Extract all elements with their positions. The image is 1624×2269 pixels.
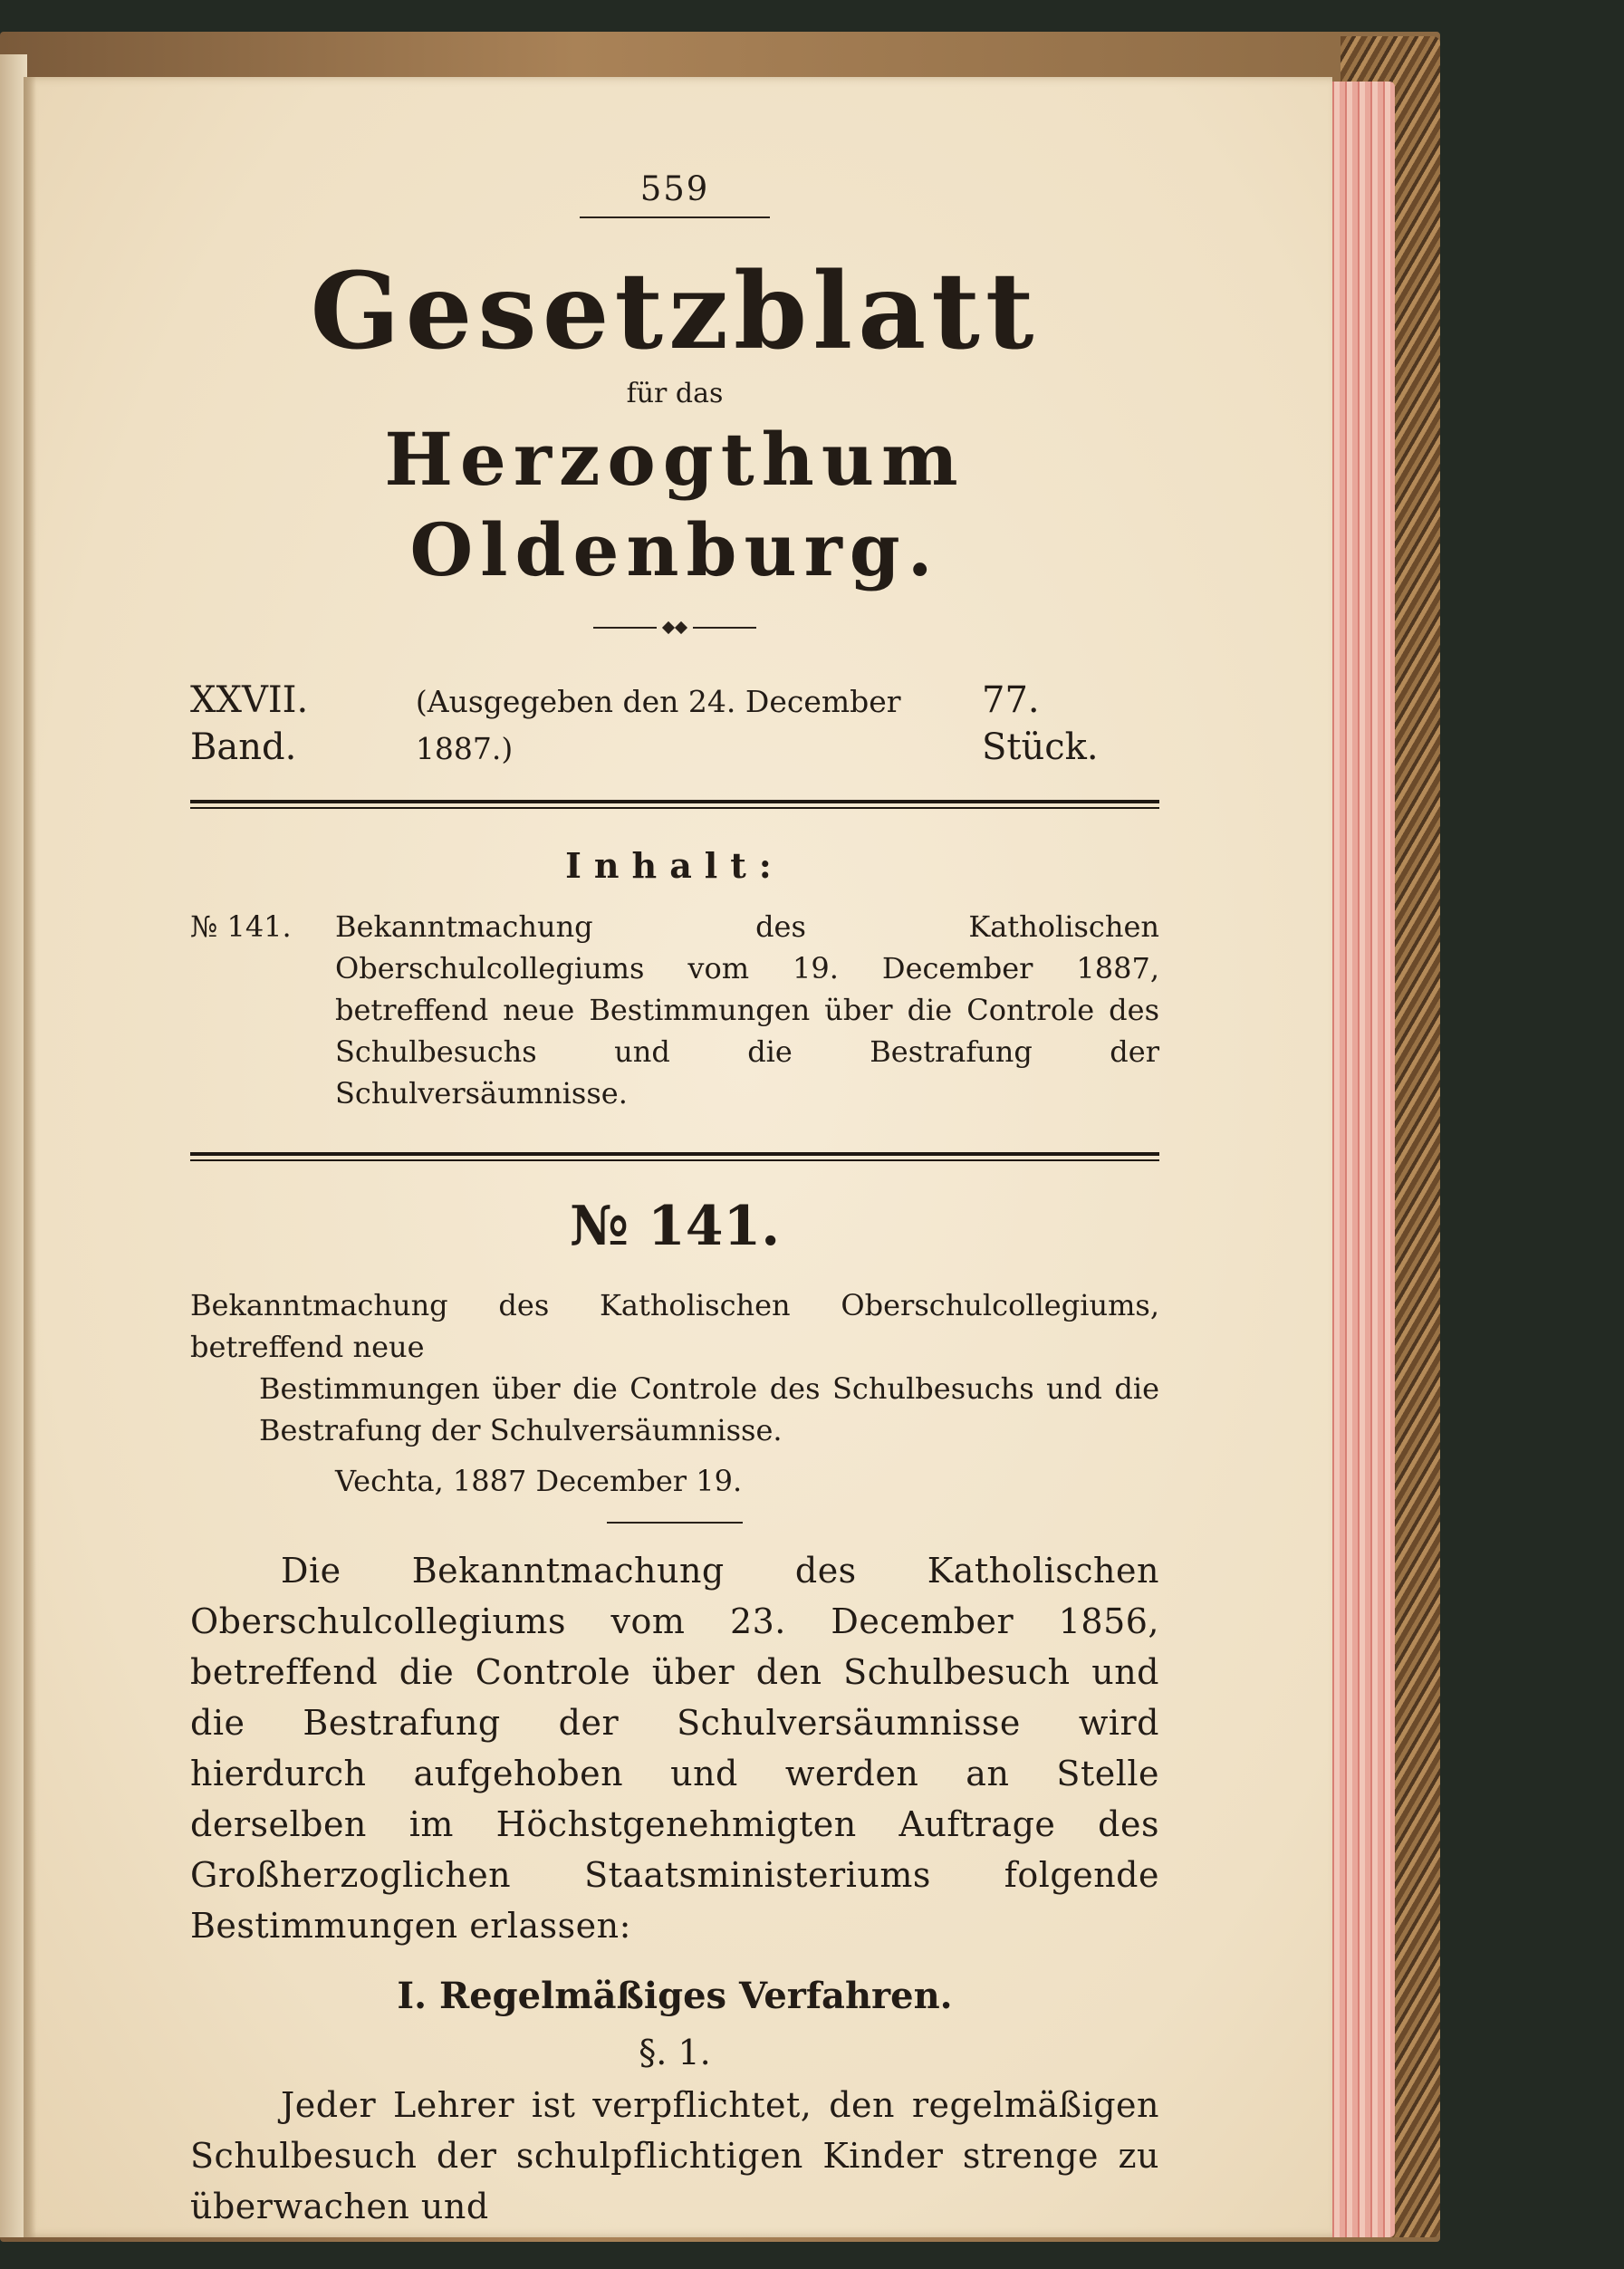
announcement-heading-rest: Bestimmungen über die Controle des Schulbesuchs und die Bestrafung der Schulversäumnisse. [259,1371,1159,1447]
red-page-edges [1327,82,1395,2237]
page-gutter-shadow [24,77,36,2237]
contents-entry-number: № 141. [190,909,292,944]
header-rule [190,800,1159,803]
dateline-rule [607,1522,743,1524]
announcement-heading [190,1284,1159,1451]
section-heading: I. Regelmäßiges Verfahren. [397,1975,953,2017]
dateline: Vechta, 1887 December 19. [335,1464,743,1498]
masthead-territory: Herzogthum Oldenburg. [384,417,966,592]
paragraph-text: Jeder Lehrer ist verpflichtet, den regelmäßigen Schulbesuch der schulpflichtigen Kinder strenge zu überwachen und [190,2085,1159,2226]
contents-heading: Inhalt: [565,845,784,886]
body-paragraph: Die Bekanntmachung des Katholischen Oberschulcollegiums vom 23. December 1856, betreffend die Controle über den Schulbesuch und die Bestrafung der Schulversäumnisse wird hierdurch aufgehoben und werden an Stelle derselben im Höchstgenehmigten Auftrage des Großherzoglichen Staatsministeriums folgende Bestimmungen erlassen: [190,1551,1159,1946]
volume-label: XXVII. Band. [190,679,309,768]
masthead-subtitle: für das [626,378,724,409]
page-number: 559 [639,169,710,208]
paragraph-sign: §. 1. [639,2033,711,2072]
announcement-heading-line1: Bekanntmachung des Katholischen Oberschulcollegiums, betreffend neue [190,1288,1159,1364]
header-rule-thin [190,807,1159,809]
issue-number: 77. Stück. [982,679,1099,768]
ornament-divider [593,619,756,637]
page-content [190,168,1159,2232]
issue-date: (Ausgegeben den 24. December 1887.) [415,684,901,766]
contents-entry-text: Bekanntmachung des Katholischen Oberschulcollegiums vom 19. December 1887, betreffend neue Bestimmungen über die Controle des Schulbesuchs und die Bestrafung der Schulversäumnisse. [335,909,1159,1110]
contents-rule [190,1152,1159,1161]
masthead-title: Gesetzblatt [310,250,1040,373]
contents-entry [190,906,1159,1114]
issue-line [190,677,1159,773]
section-number: № 141. [569,1195,781,1258]
page-number-rule [580,216,770,218]
